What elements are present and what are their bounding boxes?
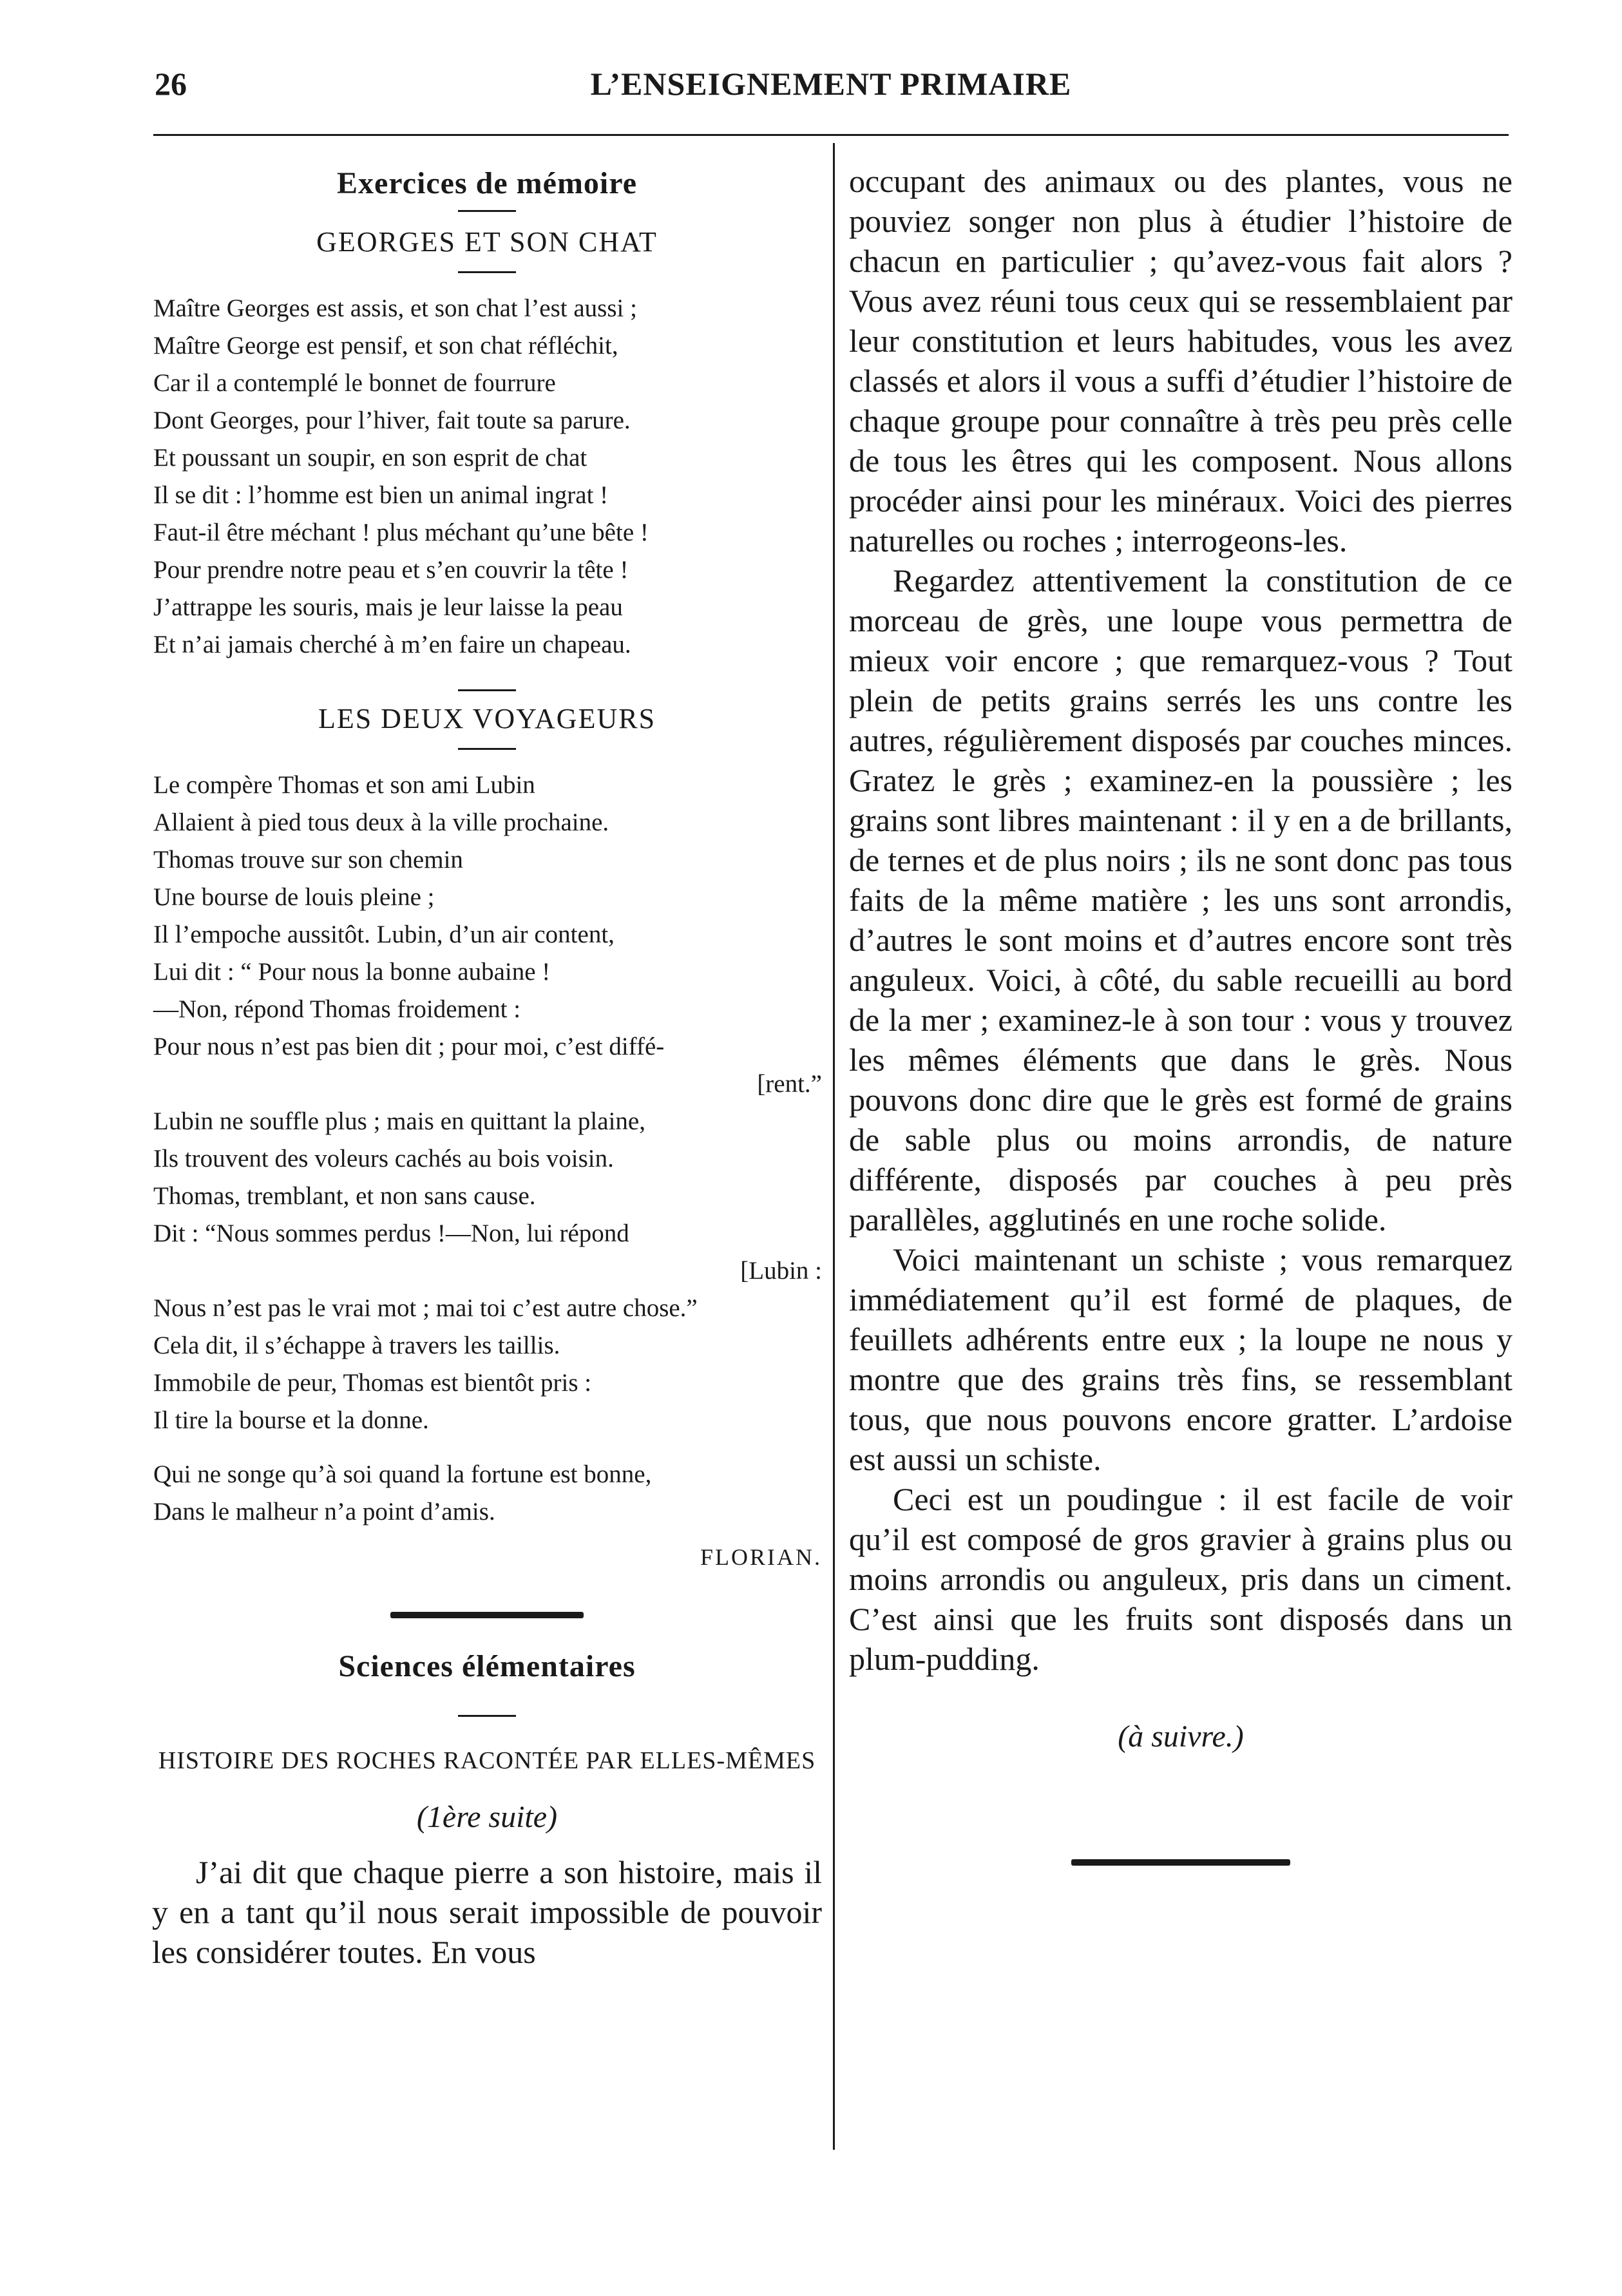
poem-title-georges: GEORGES ET SON CHAT (316, 226, 658, 258)
moral-line: Qui ne songe qu’à soi quand la fortune est bonne, (153, 1460, 652, 1488)
section-separator (390, 1612, 584, 1618)
column-divider (833, 143, 835, 2150)
paragraph: Ceci est un poudingue : il est facile de voir qu’il est composé de gros gravier à grains plus ou moins arrondis ou anguleux, pris dans un ciment. C’est ainsi que les fruits sont disposés dans un plum-pudding. (849, 1481, 1512, 1677)
poem-line: Lui dit : “ Pour nous la bonne aubaine ! (153, 958, 551, 986)
running-title: L’ENSEIGNEMENT PRIMAIRE (590, 66, 1072, 102)
poem-line-continuation: [rent.” (757, 1070, 822, 1098)
poem-voyageurs (152, 767, 822, 1439)
poem-line: Le compère Thomas et son ami Lubin (153, 771, 535, 799)
poem-line: Dont Georges, pour l’hiver, fait toute sa parure. (153, 407, 631, 434)
poem-line: Il tire la bourse et la donne. (153, 1406, 429, 1434)
left-column (152, 161, 822, 1972)
poem-line: Maître Georges est assis, et son chat l’est aussi ; (153, 294, 637, 322)
short-rule (458, 210, 516, 212)
short-rule (458, 1715, 516, 1717)
page-number: 26 (155, 66, 187, 102)
poem-line: Et poussant un soupir, en son esprit de chat (153, 444, 587, 472)
poem-line: Thomas, tremblant, et non sans cause. (153, 1182, 536, 1210)
poem-line: Dit : “Nous sommes perdus !—Non, lui répond (153, 1220, 629, 1247)
section-title-memoire: Exercices de mémoire (336, 166, 638, 200)
article-suite: (1ère suite) (416, 1800, 558, 1834)
poem-line: Allaient à pied tous deux à la ville prochaine. (153, 808, 609, 836)
page-header (148, 61, 1514, 113)
moral-line: Dans le malheur n’a point d’amis. (153, 1498, 495, 1526)
poem-line: Ils trouvent des voleurs cachés au bois voisin. (153, 1145, 614, 1172)
right-column (849, 161, 1512, 1866)
poem-line: Lubin ne souffle plus ; mais en quittant la plaine, (153, 1107, 645, 1135)
poem-line: Immobile de peur, Thomas est bientôt pris : (153, 1369, 592, 1397)
article-text-left (152, 1852, 822, 1972)
section-title-sciences: Sciences élémentaires (338, 1649, 636, 1683)
poem-line: Cela dit, il s’échappe à travers les taillis. (153, 1332, 560, 1359)
poem-line: Nous n’est pas le vrai mot ; mai toi c’est autre chose.” (153, 1294, 698, 1322)
poem-line: Pour prendre notre peau et s’en couvrir la tête ! (153, 556, 629, 584)
paragraph: Voici maintenant un schiste ; vous remarquez immédiatement qu’il est formé de plaques, de feuillets adhérents entre eux ; la loupe ne nous y montre que des grains très fins, se ressemblant tous, que nous pouvons encore gratter. L’ardoise est aussi un schiste. (849, 1241, 1512, 1477)
article-title: HISTOIRE DES ROCHES RACONTÉE PAR ELLES-MÊMES (158, 1747, 816, 1774)
header-rule (153, 134, 1509, 136)
paragraph: Regardez attentivement la constitution de ce morceau de grès, une loupe vous permettra de mieux voir encore ; que remarquez-vous ? Tout plein de petits grains serrés les uns contre les autres, régulièrement disposés par couches minces. Gratez le grès ; examinez-en la poussière ; les grains sont libres maintenant : il y en a de brillants, de ternes et de plus noirs ; ils ne sont donc pas tous faits de la même matière ; les uns sont arrondis, d’autres le sont moins et d’autres encore sont très anguleux. Voici, à côté, du sable recueilli au bord de la mer ; examinez-le à son tour : vous y trouvez les mêmes éléments que dans le grès. Nous pouvons donc dire que le grès est formé de grains de sable plus ou moins arrondis, de nature différente, disposés par couches à peu près parallèles, agglutinés en une roche solide. (849, 562, 1512, 1238)
poem-line: Faut-il être méchant ! plus méchant qu’une bête ! (153, 519, 649, 546)
poem-line: Maître George est pensif, et son chat réfléchit, (153, 332, 618, 359)
short-rule (458, 271, 516, 273)
poem-line: Thomas trouve sur son chemin (153, 846, 463, 874)
author-signature: FLORIAN. (700, 1544, 822, 1570)
poem-line: Il se dit : l’homme est bien un animal ingrat ! (153, 481, 609, 509)
to-be-continued: (à suivre.) (1118, 1719, 1244, 1754)
short-rule (458, 748, 516, 750)
poem-line: Il l’empoche aussitôt. Lubin, d’un air content, (153, 921, 615, 948)
end-separator (1071, 1859, 1290, 1866)
paragraph: J’ai dit que chaque pierre a son histoire, mais il y en a tant qu’il nous serait impossible de pouvoir les considérer toutes. En vous (152, 1854, 822, 1970)
poem-title-voyageurs: LES DEUX VOYAGEURS (318, 703, 656, 734)
short-rule (458, 689, 516, 691)
poem-line-continuation: [Lubin : (740, 1257, 822, 1285)
poem-line: Pour nous n’est pas bien dit ; pour moi, c’est diffé- (153, 1033, 665, 1060)
poem-moral (152, 1456, 822, 1531)
poem-line: J’attrappe les souris, mais je leur laisse la peau (153, 593, 623, 621)
poem-line: —Non, répond Thomas froidement : (153, 995, 521, 1023)
poem-line: Car il a contemplé le bonnet de fourrure (153, 369, 556, 397)
poem-georges (152, 290, 822, 664)
poem-line: Et n’ai jamais cherché à m’en faire un chapeau. (153, 631, 631, 658)
poem-line: Une bourse de louis pleine ; (153, 883, 435, 911)
article-text-right (849, 161, 1512, 1679)
paragraph: occupant des animaux ou des plantes, vous ne pouviez songer non plus à étudier l’histoire de chacun en particulier ; qu’avez-vous fait alors ? Vous avez réuni tous ceux qui se ressemblaient par leur constitution et leurs habitudes, vous les avez classés et alors il vous a suffi d’étudier l’histoire de chaque groupe pour connaître à très peu près celle de tous les êtres qui les composent. Nous allons procéder ainsi pour les minéraux. Voici des pierres naturelles ou roches ; interrogeons-les. (849, 163, 1512, 559)
